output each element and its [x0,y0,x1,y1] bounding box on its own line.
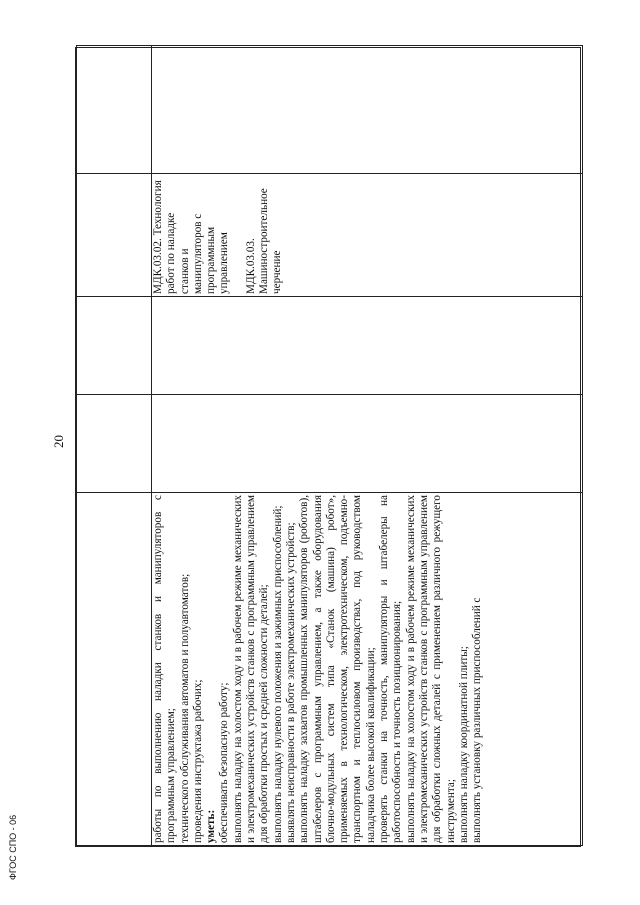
mdk-cell [152,174,583,297]
competencies-cell [152,493,583,846]
competency-item: выполнять наладку на холостом ходу и в рабочем режиме механических и электромеханических устройств станков с программным управлением для обработки сложных деталей с применением различного режущего инструмента; [404,495,457,843]
mdk-list [152,176,285,294]
competency-item: работы по выполнению наладки станков и манипуляторов с программным управлением; [152,495,178,843]
footer-code: ФГОС СПО - 06 [8,814,18,880]
competency-item: выполнять наладку нулевого положения и зажимных приспособлений; [271,505,284,843]
competency-item: проверять станки на точность, манипуляторы и штабелеры на работоспособность и точность позиционирования; [378,495,404,843]
curriculum-table [75,47,581,847]
table-row-main [152,46,583,846]
competency-item: выполнять установку различных приспособлений с [471,597,484,843]
cell-empty [152,395,583,493]
competency-item: проведения инструктажа рабочих; [191,679,204,843]
table-row-top [77,46,152,846]
competency-item: выполнять наладку захватов промышленных манипуляторов (роботов), штабелеров с программным управлением, а также оборудования блочно-модульных систем типа «Станок (машина) робот», применяемых в технологическом, электротехническом, подъемно-транспортном и теплосиловом производствах, под руководством наладчика более высокой квалификации; [298,495,377,843]
competency-item: технического обслуживания автоматов и полуавтоматов; [178,573,191,843]
competency-item: обеспечивать безопасную работу; [218,682,231,843]
section-label: уметь: [205,809,218,843]
cell-empty [77,395,152,493]
page-number: 20 [51,435,66,448]
cell-empty [77,493,152,846]
competencies-list [152,495,484,843]
curriculum-table-grid [76,45,583,846]
cell-empty [77,297,152,395]
cell-empty [152,297,583,395]
cell-empty [77,46,152,174]
cell-empty [77,174,152,297]
cell-empty [152,46,583,174]
competency-item: выявлять неисправности в работе электромеханических устройств; [284,522,297,843]
mdk-item: МДК.03.03. Машиностроительное черчение [244,188,284,294]
competency-item: выполнять наладку на холостом ходу и в рабочем режиме механических и электромеханических устройств станков с программным управлением для обработки простых и средней сложности деталей; [231,495,271,843]
mdk-item: МДК.03.02. Технология работ по наладке станков и манипуляторов с программным управлением [152,180,231,294]
competency-item: выполнять наладку координатной плиты; [457,646,470,843]
